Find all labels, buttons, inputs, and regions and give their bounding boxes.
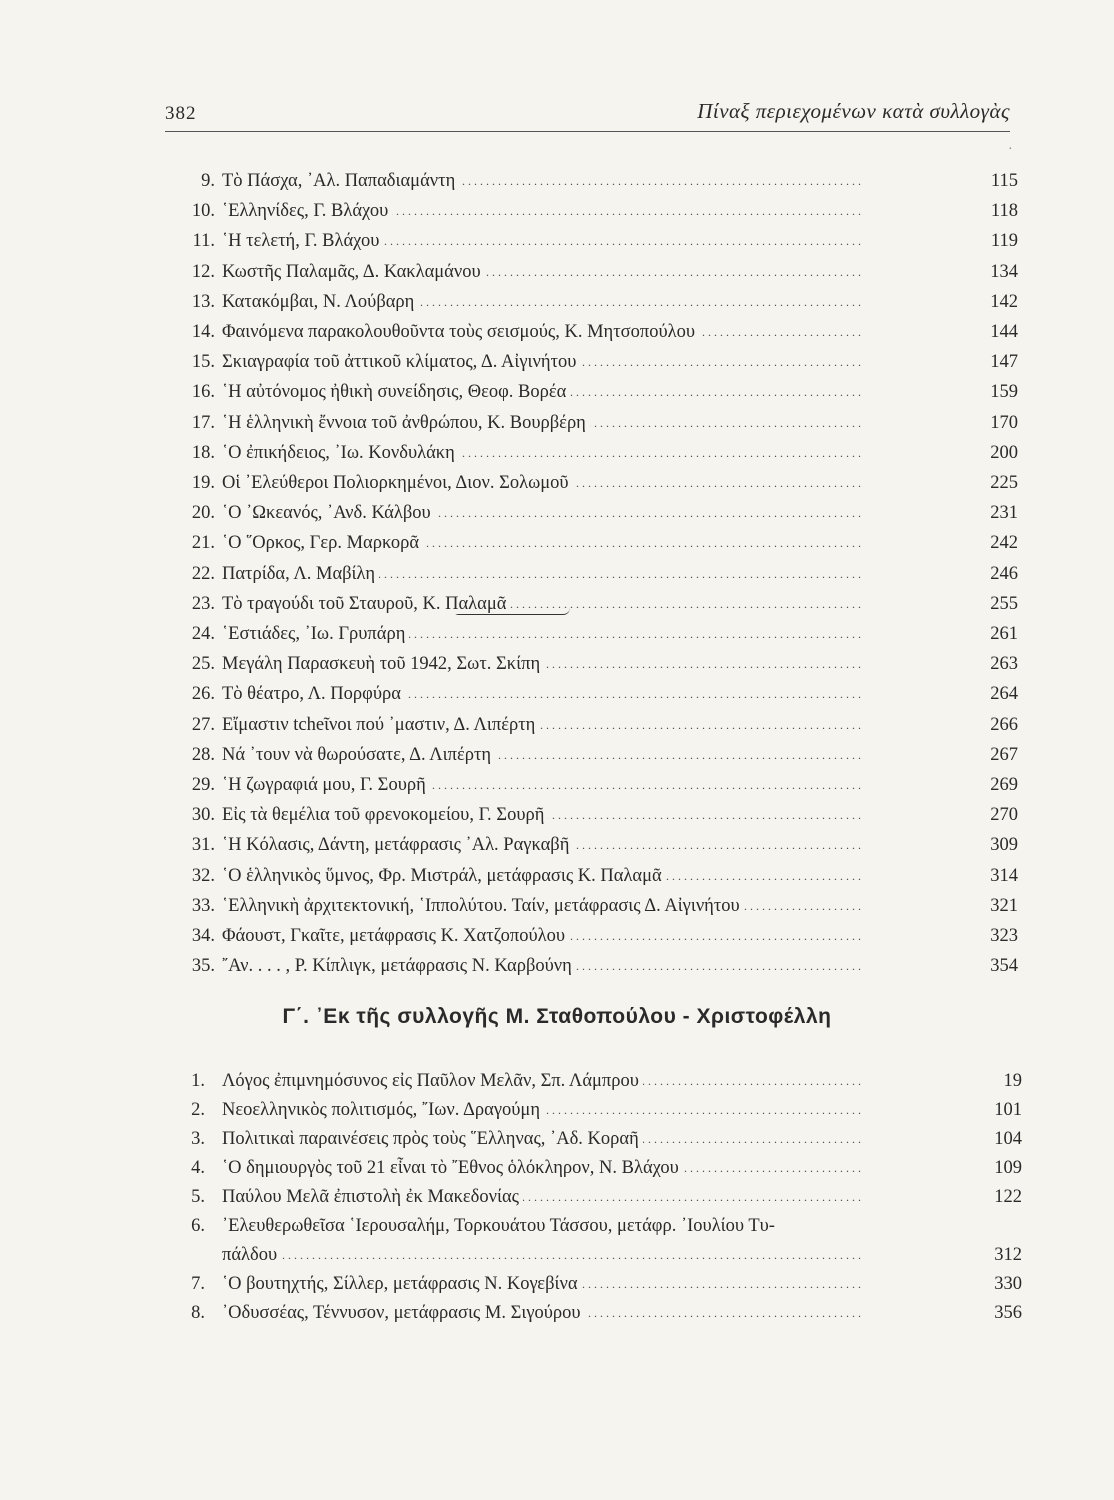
entry-title xyxy=(222,619,962,649)
entry-title xyxy=(222,951,962,981)
entry-title xyxy=(222,861,962,891)
toc-entry xyxy=(0,408,1114,438)
toc-entry xyxy=(0,1182,1114,1212)
entry-title-text: Πατρίδα, Λ. Μαβίλη xyxy=(222,564,379,584)
entry-number: 25. xyxy=(191,654,215,675)
entry-title-text: Τὸ Πάσχα, ᾿Αλ. Παπαδιαμάντη xyxy=(222,171,459,191)
entry-page-number: 109 xyxy=(994,1158,1022,1178)
entry-page-number xyxy=(962,1211,1022,1241)
entry-title-text: Νεοελληνικὸς πολιτισμός, ῎Ιων. Δραγούμη xyxy=(222,1100,544,1120)
entry-title xyxy=(222,317,962,347)
toc-entry xyxy=(0,861,1114,891)
toc-entry xyxy=(0,196,1114,226)
toc-entry xyxy=(0,679,1114,709)
running-title: Πίναξ περιεχομένων κατὰ συλλογὰς xyxy=(697,99,1010,123)
entry-number: 33. xyxy=(191,895,215,916)
entry-title-text: ῾Ο ῞Ορκος, Γερ. Μαρκορᾶ xyxy=(222,533,423,553)
entry-number: 7. xyxy=(191,1274,205,1294)
entry-title xyxy=(222,498,962,528)
entry-number: 23. xyxy=(191,593,215,614)
entry-title xyxy=(222,770,962,800)
entry-title-text: ῾Η ἑλληνικὴ ἔννοια τοῦ ἀνθρώπου, Κ. Βουρβέρη xyxy=(222,413,590,433)
toc-entry xyxy=(0,1269,1114,1299)
toc-entry xyxy=(0,1211,1114,1241)
entry-title-text: ᾿Οδυσσέας, Τέννυσον, μετάφρασις Μ. Σιγούρου xyxy=(222,1303,585,1323)
toc-entry xyxy=(0,166,1114,196)
toc-entry xyxy=(0,891,1114,921)
toc-entry xyxy=(0,226,1114,256)
entry-title xyxy=(222,800,962,830)
entry-number: 18. xyxy=(191,442,215,463)
entry-title-text: ῾Ο ἑλληνικὸς ὕμνος, Φρ. Μιστράλ, μετάφρασις Κ. Παλαμᾶ xyxy=(222,866,666,886)
entry-title xyxy=(222,528,962,558)
entry-title xyxy=(222,1182,972,1212)
entry-title-text: ῾Ο δημιουργὸς τοῦ 21 εἶναι τὸ ῎Εθνος ὁλόκληρον, Ν. Βλάχου xyxy=(222,1158,683,1178)
toc-entry xyxy=(0,951,1114,981)
entry-title xyxy=(222,166,962,196)
page-header xyxy=(165,95,1010,135)
entry-number: 27. xyxy=(191,714,215,735)
scan-mark: · xyxy=(1008,142,1013,157)
entry-page-number: 266 xyxy=(990,714,1018,735)
section-heading: Γ΄. ᾿Εκ τῆς συλλογῆς Μ. Σταθοπούλου - Χριστοφέλλη xyxy=(282,1005,832,1028)
entry-number: 10. xyxy=(191,201,215,222)
entry-page-number: 115 xyxy=(990,171,1018,191)
toc-entry xyxy=(0,1124,1114,1154)
toc-entry xyxy=(0,528,1114,558)
entry-number: 29. xyxy=(191,775,215,795)
entry-title xyxy=(222,1066,972,1096)
header-rule xyxy=(165,131,1010,132)
entry-page-number: 101 xyxy=(994,1100,1022,1120)
entry-title-text: Κωστῆς Παλαμᾶς, Δ. Κακλαμάνου xyxy=(222,262,485,282)
entry-page-number: 354 xyxy=(990,956,1018,977)
entry-page-number: 144 xyxy=(990,322,1018,342)
entry-title xyxy=(222,1124,972,1154)
toc-entry xyxy=(0,770,1114,800)
entry-number: 31. xyxy=(191,835,215,856)
toc-entry xyxy=(0,740,1114,770)
entry-title-text: Τὸ θέατρο, Λ. Πορφύρα xyxy=(222,684,405,704)
entry-title xyxy=(222,438,962,468)
entry-page-number: 309 xyxy=(990,835,1018,856)
entry-title-text: ῾Εστιάδες, ᾿Ιω. Γρυπάρη xyxy=(222,624,409,644)
entry-page-number: 118 xyxy=(990,201,1018,222)
entry-title-text: ῾Ελληνικὴ ἀρχιτεκτονική, ῾Ιππολύτου. Ταίν, μετάφρασις Δ. Αἰγινήτου xyxy=(222,896,744,916)
entry-page-number: 314 xyxy=(990,865,1018,886)
toc-entry xyxy=(0,1240,1114,1270)
entry-page-number: 122 xyxy=(994,1187,1022,1207)
entry-title xyxy=(222,468,962,498)
entry-title-text: ᾿Ελευθερωθεῖσα ῾Ιερουσαλήμ, Τορκουάτου Τάσσου, μετάφρ. ᾿Ιουλίου Τυ- xyxy=(222,1216,779,1236)
entry-title-text: ῾Η Κόλασις, Δάντη, μετάφρασις ᾿Αλ. Ραγκαβῆ xyxy=(222,835,573,855)
entry-title-text: ῎Αν. . . . , Ρ. Κίπλιγκ, μετάφρασις Ν. Καρβούνη xyxy=(222,956,576,976)
entry-page-number: 246 xyxy=(990,563,1018,584)
entry-title xyxy=(222,1211,972,1241)
entry-number: 2. xyxy=(191,1100,205,1120)
entry-title-text: πάλδου xyxy=(222,1245,281,1265)
entry-title-text: Οἱ ᾿Ελεύθεροι Πολιορκημένοι, Διον. Σολωμοῦ xyxy=(222,473,573,493)
entry-page-number: 255 xyxy=(990,593,1018,614)
entry-number: 26. xyxy=(191,684,215,705)
entry-title-text: Φάουστ, Γκαῖτε, μετάφρασις Κ. Χατζοπούλου xyxy=(222,926,569,946)
entry-number: 32. xyxy=(191,865,215,886)
toc-entry xyxy=(0,498,1114,528)
entry-page-number: 200 xyxy=(990,442,1018,463)
entry-page-number: 147 xyxy=(990,352,1018,373)
entry-number: 1. xyxy=(191,1071,205,1091)
entry-number: 15. xyxy=(191,352,215,373)
toc-entry xyxy=(0,377,1114,407)
toc-entry xyxy=(0,468,1114,498)
toc-entry xyxy=(0,1066,1114,1096)
toc-entry xyxy=(0,800,1114,830)
entry-page-number: 104 xyxy=(994,1129,1022,1149)
entry-title-text: ῾Ο ἐπικήδειος, ᾿Ιω. Κονδυλάκη xyxy=(222,443,459,463)
entry-number: 9. xyxy=(201,171,215,191)
entry-title-text: Μεγάλη Παρασκευὴ τοῦ 1942, Σωτ. Σκίπη xyxy=(222,654,544,674)
entry-page-number: 270 xyxy=(990,805,1018,826)
toc-entry xyxy=(0,649,1114,679)
entry-number: 28. xyxy=(191,744,215,765)
entry-title-text: Λόγος ἐπιμνημόσυνος εἰς Παῦλον Μελᾶν, Σπ. Λάμπρου xyxy=(222,1071,643,1091)
entry-title xyxy=(222,679,962,709)
entry-page-number: 170 xyxy=(990,412,1018,433)
entry-title-text: Εἴμαστιν tcheῖνοι πού ᾿μαστιν, Δ. Λιπέρτη xyxy=(222,715,539,735)
entry-title xyxy=(222,408,962,438)
entry-page-number: 159 xyxy=(990,382,1018,403)
entry-page-number: 267 xyxy=(990,744,1018,765)
page-number: 382 xyxy=(165,103,197,124)
toc-entry xyxy=(0,559,1114,589)
entry-title-text: Κατακόμβαι, Ν. Λούβαρη xyxy=(222,292,418,312)
entry-number: 19. xyxy=(191,473,215,493)
entry-title xyxy=(222,1240,972,1270)
entry-title xyxy=(222,921,962,951)
entry-number: 12. xyxy=(191,261,215,282)
entry-title xyxy=(222,347,962,377)
entry-number: 13. xyxy=(191,291,215,312)
entry-number: 35. xyxy=(191,956,215,977)
toc-entry xyxy=(0,710,1114,740)
entry-page-number: 264 xyxy=(990,684,1018,705)
entry-title-text: ῾Ο ᾿Ωκεανός, ᾿Ανδ. Κάλβου xyxy=(222,503,435,523)
entry-title xyxy=(222,740,962,770)
entry-title xyxy=(222,710,962,740)
entry-title-text: ῾Ο βουτηχτής, Σίλλερ, μετάφρασις Ν. Κογεβίνα xyxy=(222,1274,582,1294)
entry-number: 8. xyxy=(191,1303,205,1323)
entry-page-number: 321 xyxy=(990,895,1018,916)
entry-page-number: 269 xyxy=(990,775,1018,795)
toc-entry xyxy=(0,347,1114,377)
entry-page-number: 225 xyxy=(990,473,1018,493)
entry-title-text: Νά ᾿τουν νὰ θωρούσατε, Δ. Λιπέρτη xyxy=(222,745,495,765)
entry-title-text: Φαινόμενα παρακολουθοῦντα τοὺς σεισμούς, Κ. Μητσοπούλου xyxy=(222,322,699,342)
entry-number: 34. xyxy=(191,926,215,946)
entry-title-text: Τὸ τραγούδι τοῦ Σταυροῦ, Κ. Παλαμᾶ xyxy=(222,594,510,614)
entry-title xyxy=(222,196,962,226)
entry-number: 22. xyxy=(191,563,215,584)
entry-title xyxy=(222,1095,972,1125)
toc-entry xyxy=(0,1095,1114,1125)
entry-number: 16. xyxy=(191,382,215,403)
entry-page-number: 261 xyxy=(990,624,1018,644)
entry-page-number: 330 xyxy=(994,1274,1022,1294)
entry-title xyxy=(222,891,962,921)
entry-title-text: Παύλου Μελᾶ ἐπιστολὴ ἐκ Μακεδονίας xyxy=(222,1187,523,1207)
entry-number: 21. xyxy=(191,533,215,554)
entry-page-number: 231 xyxy=(990,503,1018,524)
entry-title-text: ῾Ελληνίδες, Γ. Βλάχου xyxy=(222,201,392,221)
entry-number: 24. xyxy=(191,624,215,644)
entry-page-number: 134 xyxy=(990,261,1018,282)
toc-entry xyxy=(0,317,1114,347)
entry-title xyxy=(222,377,962,407)
entry-title-text: Πολιτικαὶ παραινέσεις πρὸς τοὺς ῞Ελληνας, ᾿Αδ. Κοραῆ xyxy=(222,1129,643,1149)
entry-number: 4. xyxy=(191,1158,205,1178)
toc-entry xyxy=(0,287,1114,317)
entry-number: 5. xyxy=(191,1187,205,1207)
entry-title xyxy=(222,830,962,860)
entry-title xyxy=(222,559,962,589)
entry-title xyxy=(222,649,962,679)
entry-number: 20. xyxy=(191,503,215,524)
toc-entry xyxy=(0,1298,1114,1328)
entry-page-number: 312 xyxy=(994,1245,1022,1265)
entry-page-number: 19 xyxy=(1003,1071,1022,1091)
entry-title-text: ῾Η τελετή, Γ. Βλάχου xyxy=(222,231,383,251)
toc-entry xyxy=(0,589,1114,619)
entry-page-number: 263 xyxy=(990,654,1018,675)
entry-page-number: 242 xyxy=(990,533,1018,554)
entry-page-number: 323 xyxy=(990,926,1018,946)
entry-page-number: 356 xyxy=(994,1303,1022,1323)
entry-number: 11. xyxy=(192,231,215,252)
entry-title xyxy=(222,1153,972,1183)
entry-page-number: 119 xyxy=(990,231,1018,252)
entry-page-number: 142 xyxy=(990,291,1018,312)
entry-title-text: ῾Η ζωγραφιά μου, Γ. Σουρῆ xyxy=(222,775,430,795)
entry-number: 17. xyxy=(191,412,215,433)
entry-title xyxy=(222,226,962,256)
entry-number: 6. xyxy=(191,1216,205,1236)
entry-title xyxy=(222,589,962,619)
toc-entry xyxy=(0,619,1114,649)
toc-entry xyxy=(0,1153,1114,1183)
toc-entry xyxy=(0,257,1114,287)
toc-entry xyxy=(0,438,1114,468)
entry-title-text: Εἰς τὰ θεμέλια τοῦ φρενοκομείου, Γ. Σουρῆ xyxy=(222,805,548,825)
toc-entry xyxy=(0,921,1114,951)
entry-title xyxy=(222,287,962,317)
entry-number: 3. xyxy=(191,1129,205,1149)
entry-title xyxy=(222,1298,972,1328)
entry-title xyxy=(222,1269,972,1299)
toc-entry xyxy=(0,830,1114,860)
entry-title xyxy=(222,257,962,287)
entry-title-text: Σκιαγραφία τοῦ ἀττικοῦ κλίματος, Δ. Αἰγινήτου xyxy=(222,352,580,372)
entry-number: 30. xyxy=(191,805,215,826)
entry-number: 14. xyxy=(191,322,215,342)
entry-title-text: ῾Η αὐτόνομος ἠθικὴ συνείδησις, Θεοφ. Βορέα xyxy=(222,382,570,402)
